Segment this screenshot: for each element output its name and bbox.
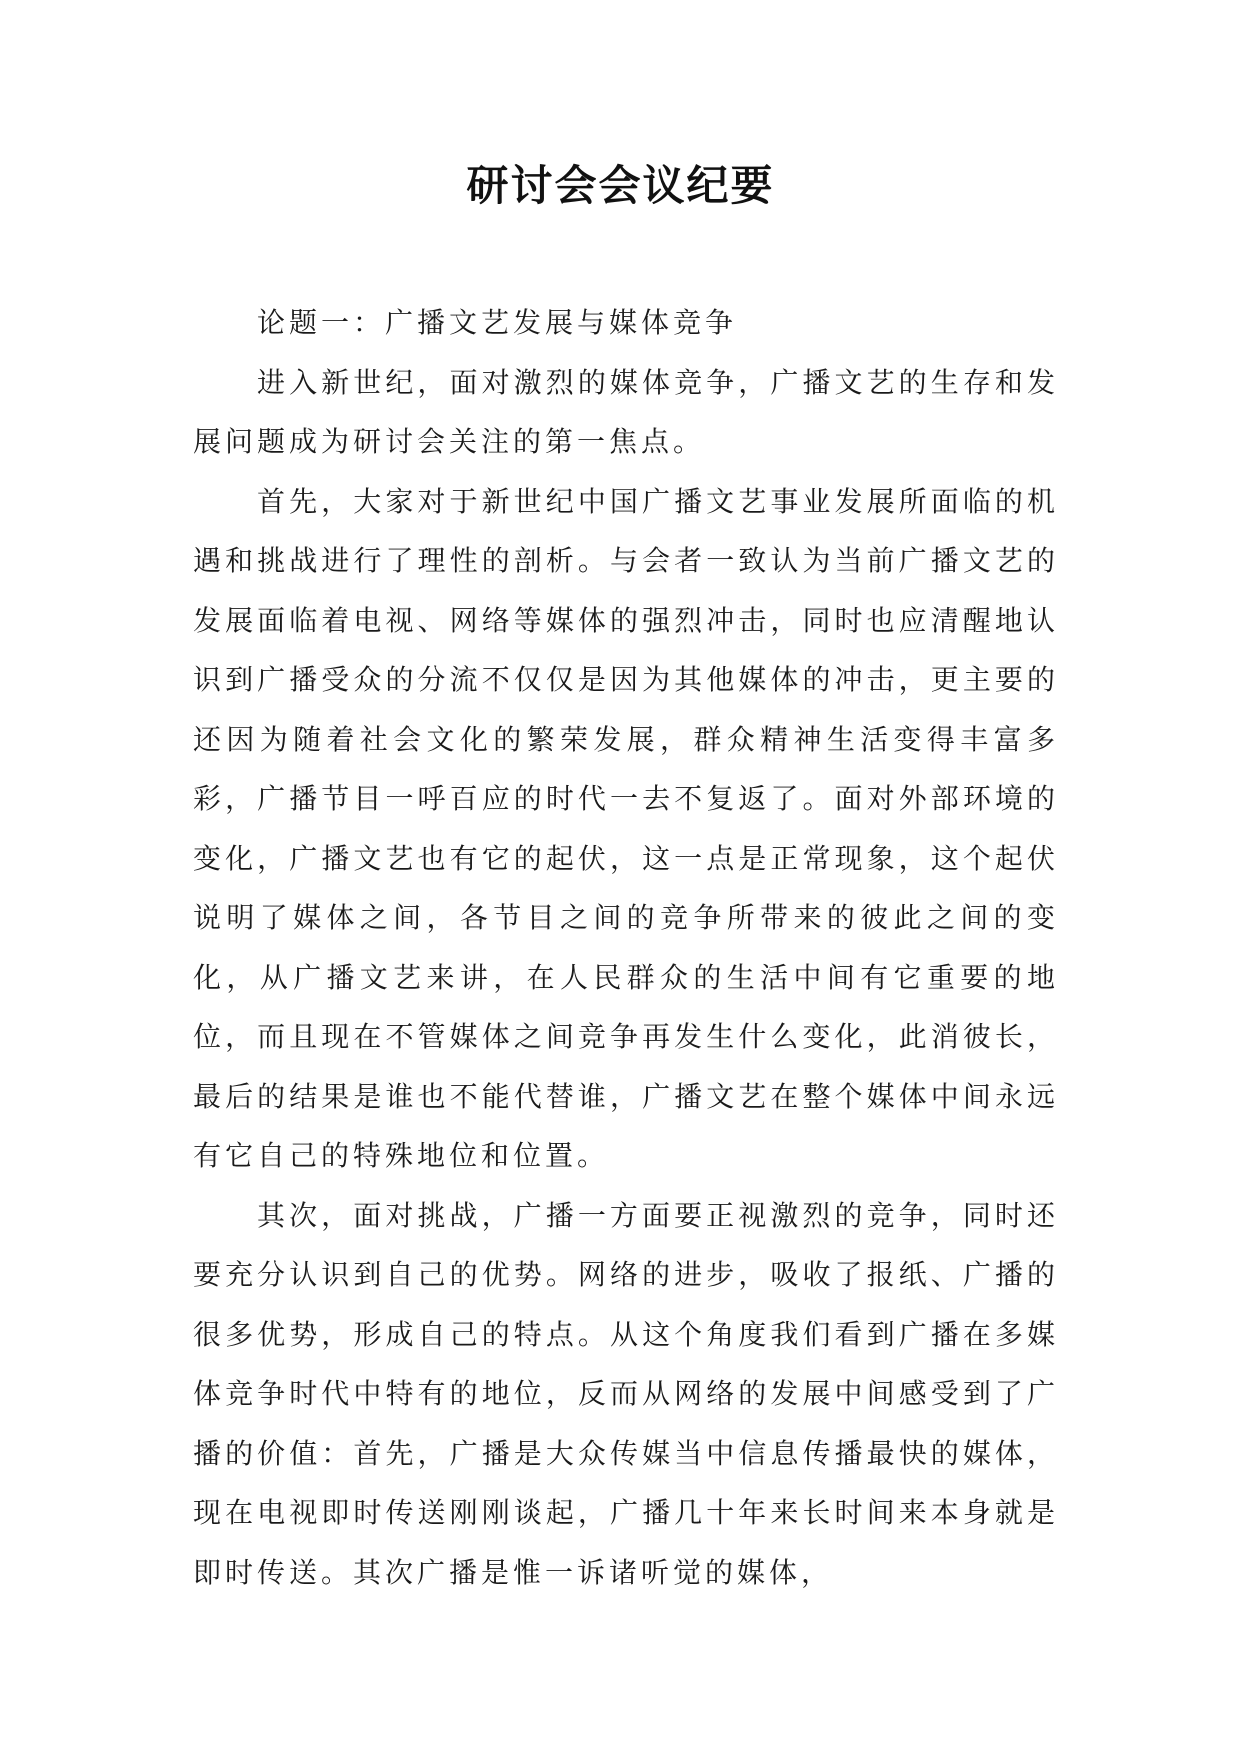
body-paragraph: 首先，大家对于新世纪中国广播文艺事业发展所面临的机遇和挑战进行了理性的剖析。与会者一致认为当前广播文艺的发展面临着电视、网络等媒体的强烈冲击，同时也应清醒地认识到广播受众的分流不仅仅是因为其他媒体的冲击，更主要的还因为随着社会文化的繁荣发展，群众精神生活变得丰富多彩，广播节目一呼百应的时代一去不复返了。面对外部环境的变化，广播文艺也有它的起伏，这一点是正常现象，这个起伏说明了媒体之间，各节目之间的竞争所带来的彼此之间的变化，从广播文艺来讲，在人民群众的生活中间有它重要的地位，而且现在不管媒体之间竞争再发生什么变化，此消彼长，最后的结果是谁也不能代替谁，广播文艺在整个媒体中间永远有它自己的特殊地位和位置。 bbox=[193, 484, 1059, 1172]
body-paragraph: 其次，面对挑战，广播一方面要正视激烈的竞争，同时还要充分认识到自己的优势。网络的进步，吸收了报纸、广播的很多优势，形成自己的特点。从这个角度我们看到广播在多媒体竞争时代中特有的地位，反而从网络的发展中间感受到了广播的价值：首先，广播是大众传媒当中信息传播最快的媒体，现在电视即时传送刚刚谈起，广播几十年来长时间来本身就是即时传送。其次广播是惟一诉诸听觉的媒体， bbox=[193, 1198, 1059, 1589]
document-title: 研讨会会议纪要 bbox=[466, 161, 775, 210]
topic-heading: 论题一：广播文艺发展与媒体竞争 bbox=[257, 306, 738, 339]
body-paragraph: 进入新世纪，面对激烈的媒体竞争，广播文艺的生存和发展问题成为研讨会关注的第一焦点。 bbox=[193, 365, 1059, 458]
document-body bbox=[193, 293, 1059, 1602]
